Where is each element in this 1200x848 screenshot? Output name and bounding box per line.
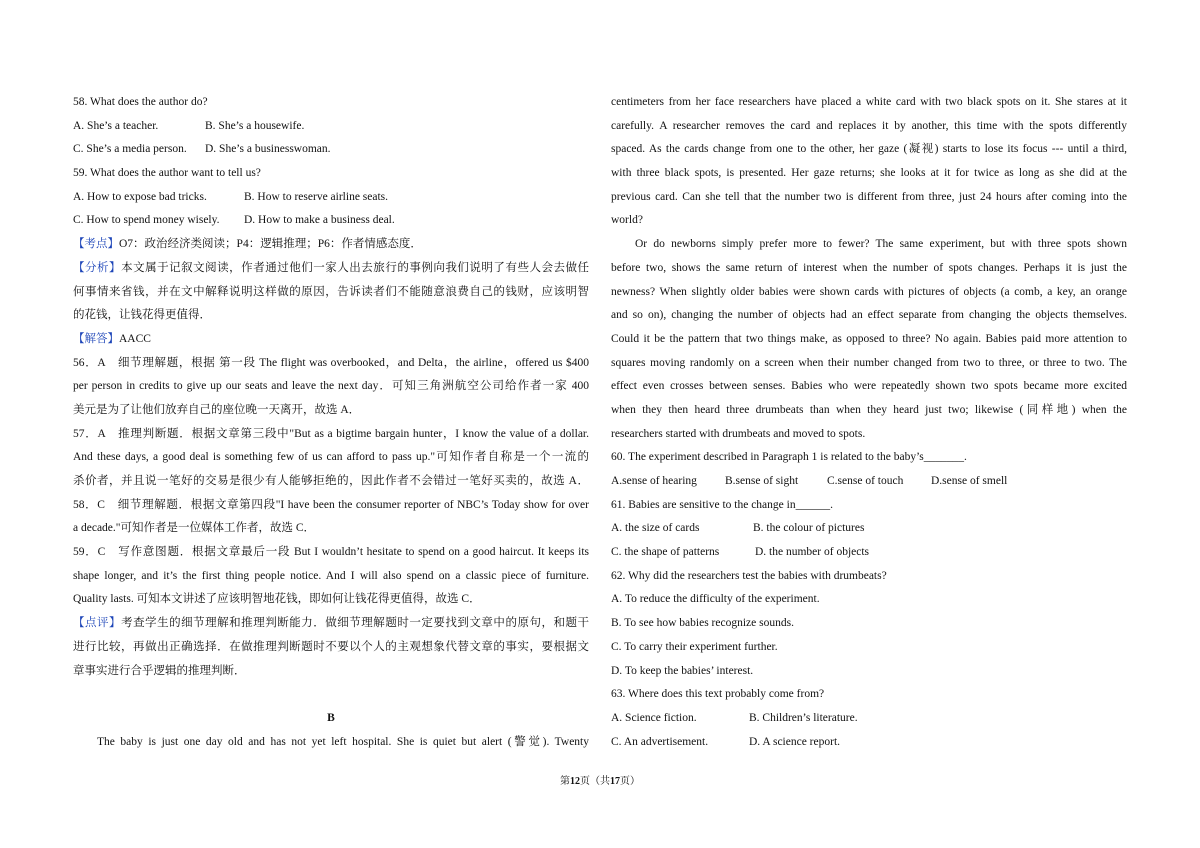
total-pages: 17 bbox=[610, 776, 620, 787]
explain-line-11: Quality lasts. 可知本文讲述了应该明智地花钱，即如何让钱花得更值得，故选 C． bbox=[73, 593, 481, 606]
question-60-stem: 60. The experiment described in Paragraph 1 is related to the baby’s_______. bbox=[611, 451, 967, 464]
dianping-tag: 【点评】 bbox=[73, 617, 122, 630]
para2-line-6: squares moving randomly on a screen when their number changed from two to three, or three to two. The bbox=[611, 356, 1127, 369]
kaodian-line bbox=[73, 233, 589, 257]
option-c: C. An advertisement. bbox=[611, 735, 709, 748]
para2-line-7: effect even crosses between senses. Babies who were repeatedly shown two spots became more excited bbox=[611, 380, 1127, 393]
dianping-line-3: 章事实进行合乎逻辑的推理判断． bbox=[73, 664, 246, 677]
option-b: B.sense of sight bbox=[725, 475, 799, 487]
question-62-option-d: D. To keep the babies’ interest. bbox=[611, 664, 754, 677]
passage-line-6: previous card. Can she tell that the number two is different from three, just 24 hours after coming into the bbox=[611, 190, 1127, 203]
option-a: A. the size of cards bbox=[611, 522, 700, 535]
question-58-options-ab bbox=[73, 115, 589, 139]
explain-line-9: 59．C 写作意图题．根据文章最后一段 But I wouldn’t hesitate to spend on a good haircut. It keeps its bbox=[73, 546, 589, 559]
para2-line-3: newness? When slightly older babies were shown cards with pictures of objects (a comb, a key, an orange bbox=[611, 285, 1127, 298]
page-footer bbox=[0, 772, 1200, 787]
option-a: A.sense of hearing bbox=[611, 475, 697, 487]
footer-suffix: 页） bbox=[620, 776, 640, 787]
explain-line-8: a decade."可知作者是一位媒体工作者，故选 C． bbox=[73, 522, 316, 535]
option-c: C.sense of touch bbox=[827, 475, 904, 487]
option-c: C. How to spend money wisely. bbox=[73, 214, 220, 227]
para2-line-1: Or do newborns simply prefer more to fewer? The same experiment, but with three spots shown bbox=[635, 238, 1127, 251]
option-b: B. How to reserve airline seats. bbox=[244, 190, 389, 203]
passage-line-1: The baby is just one day old and has not yet left hospital. She is quiet but alert (警觉). Twenty bbox=[97, 735, 589, 748]
question-62-option-c: C. To carry their experiment further. bbox=[611, 640, 778, 653]
option-d: D. She’s a businesswoman. bbox=[205, 143, 331, 156]
spacer bbox=[73, 683, 589, 707]
question-58-stem: 58. What does the author do? bbox=[73, 96, 208, 108]
explain-line-5: And these days, a good deal is something few of us can afford to pass up."可知作者自称是一个一流的 bbox=[73, 451, 589, 464]
dianping-text: 考查学生的细节理解和推理判断能力．做细节理解题时一定要找到文章中的原句，和题干 bbox=[121, 617, 589, 630]
option-d: D. How to make a business deal. bbox=[244, 214, 395, 227]
question-59-stem: 59. What does the author want to tell us? bbox=[73, 167, 261, 180]
dianping-line-1 bbox=[73, 612, 589, 636]
question-60-options bbox=[611, 470, 1127, 494]
explain-line-1: 56．A 细节理解题，根据 第一段 The flight was overbooked，and Delta，the airline，offered us $400 bbox=[73, 356, 589, 369]
option-d: D.sense of smell bbox=[931, 475, 1008, 487]
option-a: A. How to expose bad tricks. bbox=[73, 190, 207, 203]
footer-prefix: 第 bbox=[560, 776, 570, 787]
question-61-options-ab bbox=[611, 517, 1127, 541]
passage-line-7: world? bbox=[611, 214, 643, 227]
passage-line-3: carefully. A researcher removes the card and replaces it by another, this time with the spots differently bbox=[611, 119, 1127, 132]
question-63-options-ab bbox=[611, 707, 1127, 731]
passage-line-4: spaced. As the cards change from one to the other, her gaze (凝视) starts to lose its focus --- until a third, bbox=[611, 143, 1127, 156]
right-column bbox=[611, 91, 1127, 754]
explain-line-2: per person in credits to give up our seats and leave the next day．可知三角洲航空公司给作者一家 400 bbox=[73, 380, 589, 393]
jieda-answer: AACC bbox=[119, 332, 151, 345]
option-b: B. She’s a housewife. bbox=[205, 119, 305, 132]
jieda-tag: 【解答】 bbox=[73, 332, 119, 345]
kaodian-tag: 【考点】 bbox=[73, 238, 119, 251]
explain-line-3: 美元是为了让他们放弃自己的座位晚一天离开，故选 A． bbox=[73, 403, 361, 416]
question-62-option-b: B. To see how babies recognize sounds. bbox=[611, 617, 794, 630]
question-58-options-cd bbox=[73, 138, 589, 162]
option-d: D. A science report. bbox=[749, 735, 841, 748]
fenxi-line-1 bbox=[73, 257, 589, 281]
question-62-stem: 62. Why did the researchers test the babies with drumbeats? bbox=[611, 569, 887, 582]
option-b: B. Children’s literature. bbox=[749, 711, 858, 724]
para2-line-8: when they then heard three drumbeats than when they heard just two; likewise (同样地) when the bbox=[611, 403, 1127, 416]
footer-middle: 页（共 bbox=[580, 776, 610, 787]
question-62-option-a: A. To reduce the difficulty of the experiment. bbox=[611, 593, 820, 606]
fenxi-tag: 【分析】 bbox=[73, 261, 122, 274]
para2-line-5: Could it be the pattern that two things make, as opposed to three? No again. Babies paid more attention to bbox=[611, 332, 1127, 345]
question-61-stem: 61. Babies are sensitive to the change in______. bbox=[611, 498, 833, 511]
para2-line-9: researchers started with drumbeats and moved to spots. bbox=[611, 427, 866, 440]
kaodian-text: O7：政治经济类阅读；P4：逻辑推理；P6：作者情感态度． bbox=[119, 238, 422, 251]
fenxi-line-3: 的花钱，让钱花得更值得． bbox=[73, 309, 211, 322]
para2-line-2: before two, shows the same return of interest when the number of spots changes. Perhaps it is just the bbox=[611, 261, 1127, 274]
explain-line-7: 58．C 细节理解题．根据文章第四段"I have been the consumer reporter of NBC’s Today show for over bbox=[73, 498, 589, 511]
question-59-options-ab bbox=[73, 186, 589, 210]
explain-line-6: 杀价者，并且说一笔好的交易是很少有人能够拒绝的，因此作者不会错过一笔好买卖的，故选 A． bbox=[73, 475, 589, 487]
section-b-heading: B bbox=[327, 711, 335, 724]
question-61-options-cd bbox=[611, 541, 1127, 565]
fenxi-line-2: 何事情来省钱，并在文中解释说明这样做的原因，告诉读者们不能随意浪费自己的钱财，应该明智 bbox=[73, 285, 589, 298]
left-column bbox=[73, 91, 589, 754]
page-number: 12 bbox=[570, 776, 580, 787]
question-63-options-cd bbox=[611, 731, 1127, 755]
dianping-line-2: 进行比较，再做出正确选择．在做推理判断题时不要以个人的主观想象代替文章的事实，要根据文 bbox=[73, 640, 589, 653]
explain-line-4: 57．A 推理判断题．根据文章第三段中"But as a bigtime bargain hunter，I know the value of a dollar. bbox=[73, 427, 589, 440]
option-b: B. the colour of pictures bbox=[753, 522, 865, 535]
option-a: A. She’s a teacher. bbox=[73, 119, 159, 132]
option-a: A. Science fiction. bbox=[611, 711, 697, 724]
jieda-line bbox=[73, 328, 589, 352]
explain-line-10: shape longer, and it’s the first thing people notice. And I will also spend on a classic piece of furniture. bbox=[73, 569, 589, 582]
passage-line-5: with three black spots, is presented. Her gaze returns; she looks at it for twice as long as she did at the bbox=[611, 167, 1127, 180]
option-d: D. the number of objects bbox=[755, 546, 870, 559]
passage-line-2: centimeters from her face researchers have placed a white card with two black spots on it. She stares at it bbox=[611, 96, 1127, 108]
question-59-options-cd bbox=[73, 209, 589, 233]
fenxi-text: 本文属于记叙文阅读，作者通过他们一家人出去旅行的事例向我们说明了有些人会去做任 bbox=[121, 261, 589, 274]
option-c: C. She’s a media person. bbox=[73, 143, 187, 156]
option-c: C. the shape of patterns bbox=[611, 546, 720, 559]
para2-line-4: and so on), changing the number of objects had an effect separate from changing the objects themselves. bbox=[611, 309, 1127, 322]
question-63-stem: 63. Where does this text probably come from? bbox=[611, 688, 825, 701]
